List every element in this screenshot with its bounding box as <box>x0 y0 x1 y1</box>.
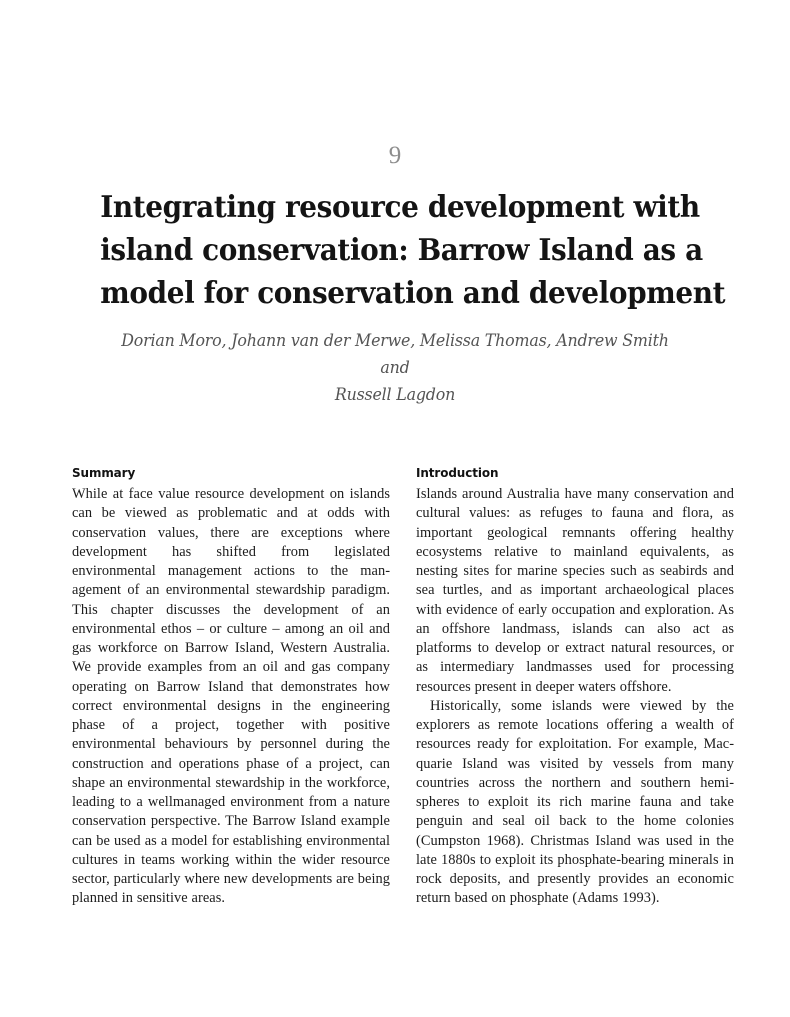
author-list <box>107 327 683 408</box>
page-title-line-2: island conservation: Barrow Island as a <box>100 233 703 268</box>
introduction-paragraph-2: Historically, some islands were viewed by the explorers as remote locations offering a wealth of resources ready for exploitation. For example, Macquarie Island was visited by vessels from many countries across the northern and southern hemispheres to exploit its rich marine fauna and take penguin and seal oil back to the home colonies (Cumpston 1968). Christmas Island was used in the late 1880s to exploit its phosphate-bearing minerals in rock deposits, and presently provides an economic return based on phosphate (Adams 1993). <box>416 697 734 907</box>
section-heading-introduction: Introduction <box>416 465 499 480</box>
section-heading-summary: Summary <box>72 465 136 480</box>
two-column-body <box>72 463 734 933</box>
author-list-line-1: Dorian Moro, Johann van der Merwe, Melissa Thomas, Andrew Smith and <box>121 331 669 377</box>
page-title-line-1: Integrating resource development with <box>100 190 700 225</box>
page-title <box>100 186 726 315</box>
column-introduction <box>416 463 734 909</box>
introduction-paragraph-1: Islands around Australia have many conservation and cultural values: as refuges to fauna and flora, as important geological remnants offering healthy ecosystems relative to mainland equivalents, as nesting sites for marine species such as seabirds and sea turtles, and as important archaeological places with evidence of early occupation and exploration. As an offshore landmass, islands can also act as platforms to develop or extract natural resources, or as intermediary landmasses used for processing resources present in deeper waters offshore. <box>416 486 734 695</box>
summary-paragraph-1: While at face value resource development on islands can be viewed as problematic and at odds with conservation values, there are exceptions where development has shifted from legislated environmental management actions to the management of an environmental stewardship paradigm. This chapter discusses the development of an environmental ethos – or culture – among an oil and gas workforce on Barrow Island, Western Australia. We provide examples from an oil and gas company operating on Barrow Island that demonstrates how correct environmental designs in the engineering phase of a project, together with positive environmental behaviours by personnel during the construction and operations phase of a project, can shape an environmental stewardship in the workforce, leading to a wellmanaged environment from a nature conservation perspective. The Barrow Island example can be used as a model for establishing environmental cultures in teams working within the wider resource sector, particularly where new developments are being planned in sensitive areas. <box>72 486 390 907</box>
chapter-number: 9 <box>388 142 402 169</box>
page-title-line-3: model for conservation and development <box>100 276 726 311</box>
column-summary <box>72 463 390 909</box>
author-list-line-2: Russell Lagdon <box>334 385 456 404</box>
